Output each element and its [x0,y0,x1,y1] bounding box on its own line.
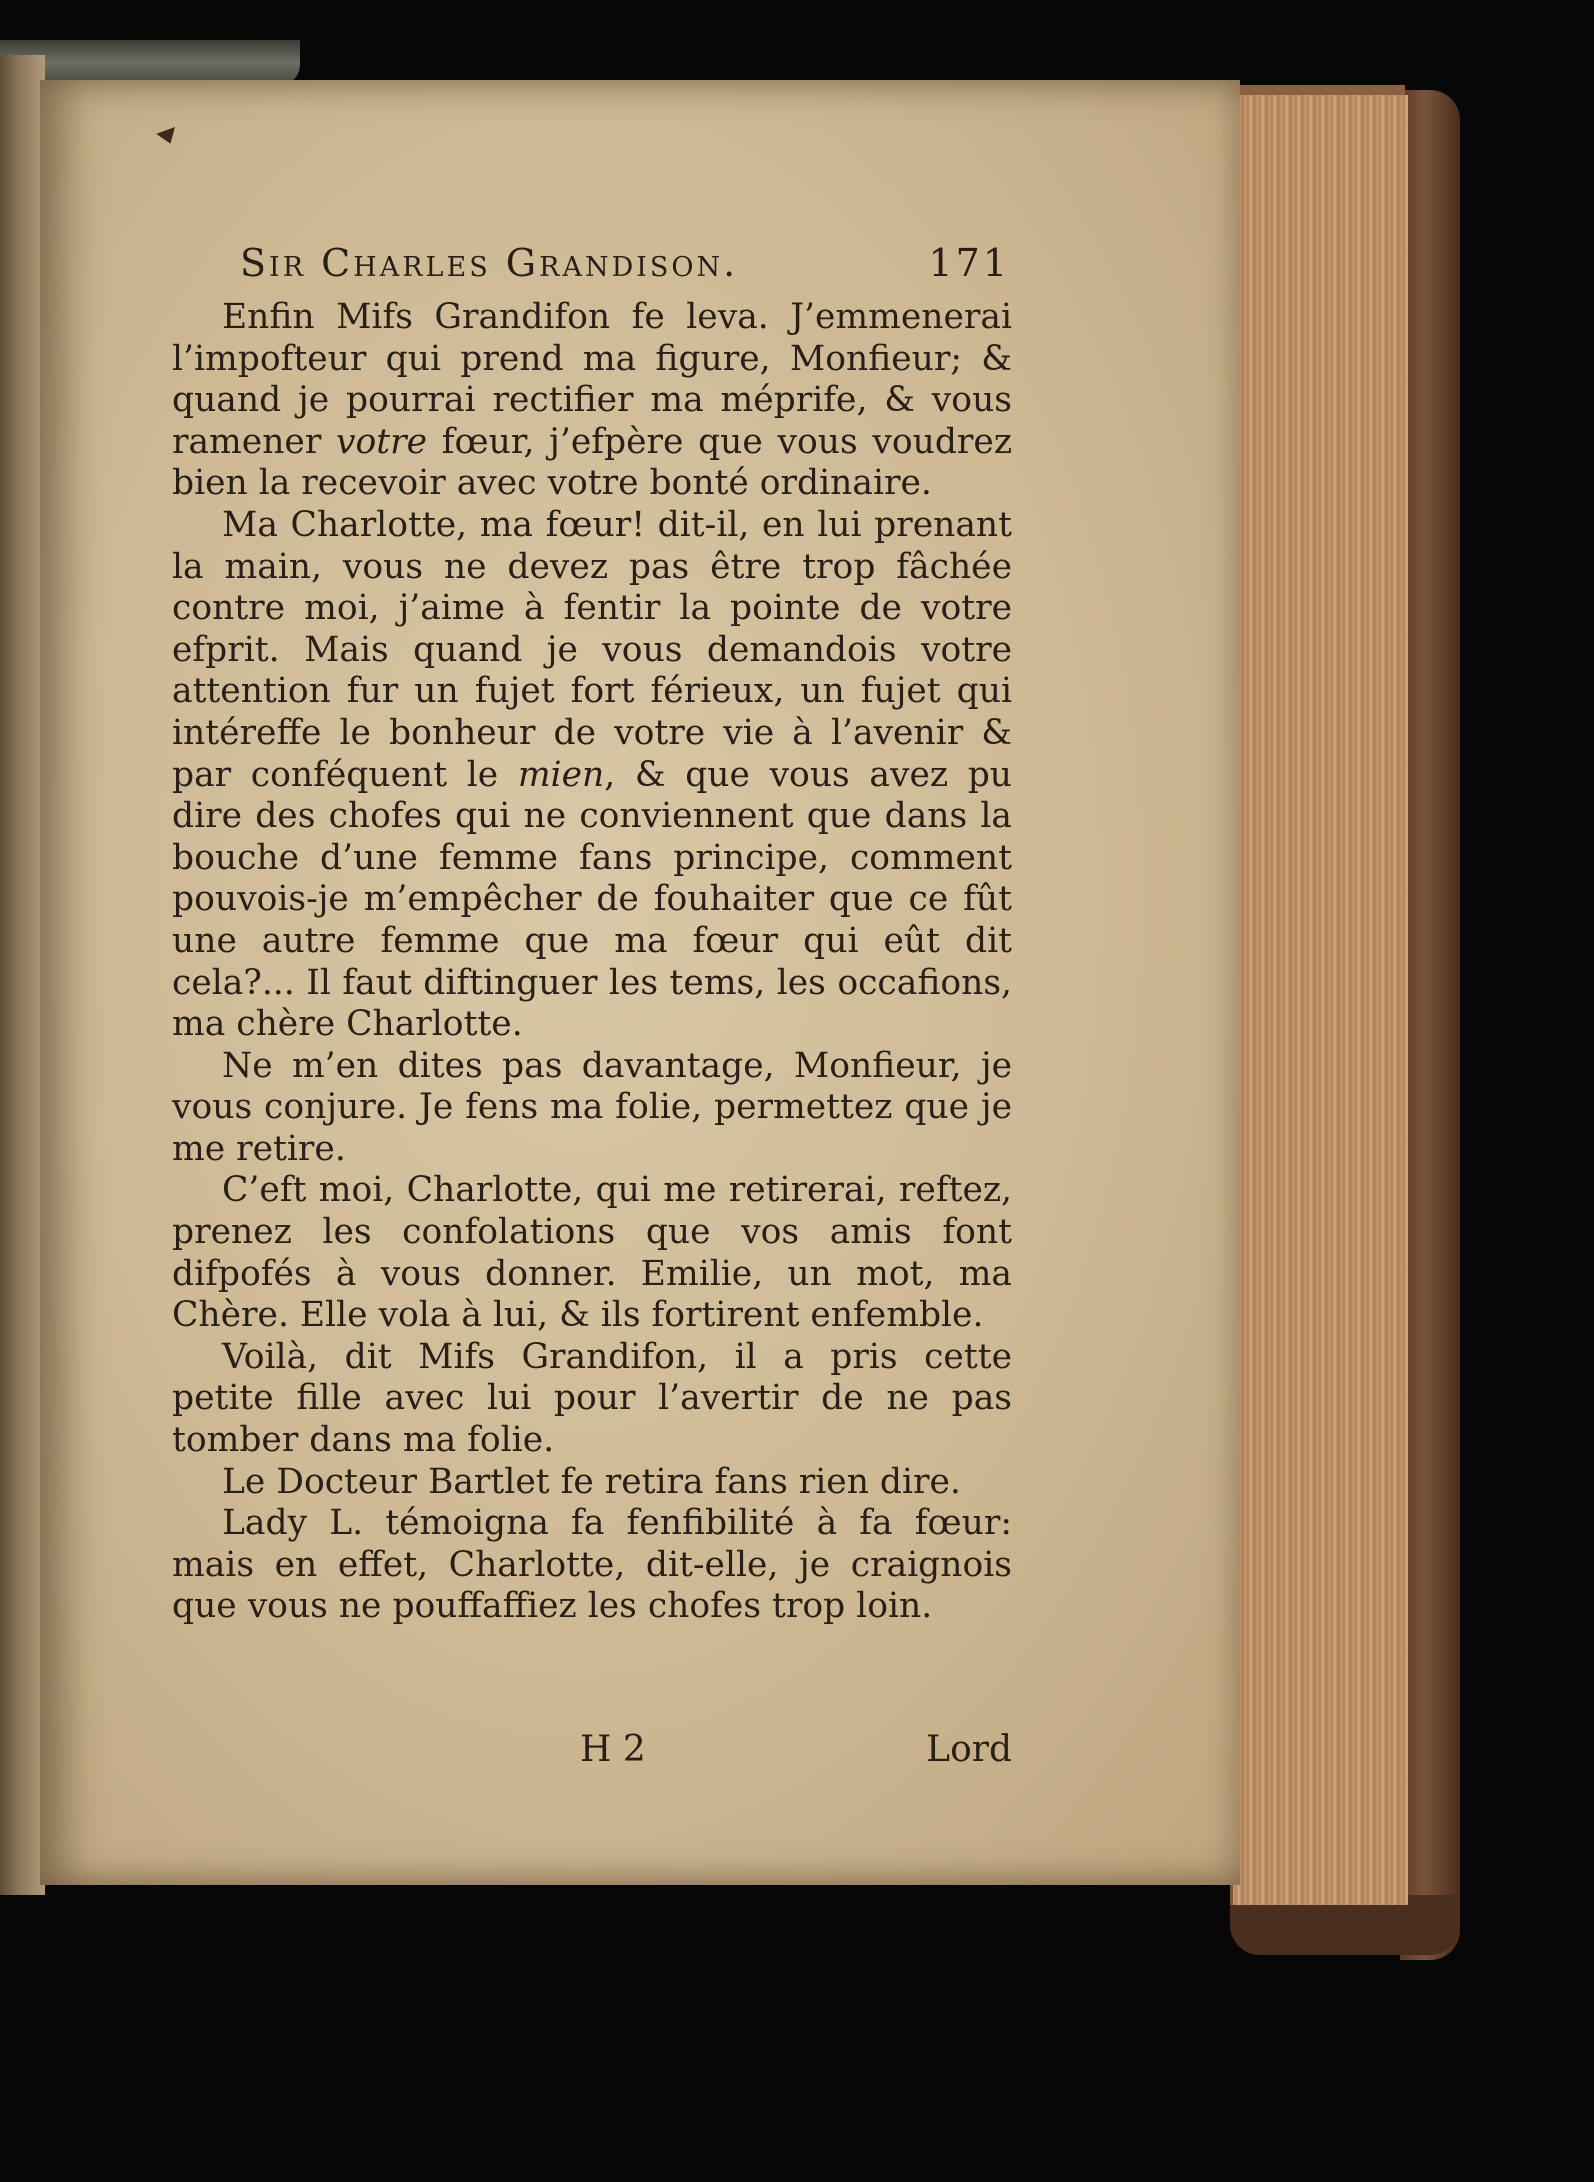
paragraph [172,505,1012,1046]
paragraph [172,1046,1012,1171]
page-stack-edge [1230,95,1408,1905]
book-cover [1400,90,1460,1960]
paragraph-text: Enfin Mifs Grandifon fe leva. J’emmenerai l’impofteur qui prend ma figure, Monfieur; & quand je pourrai rectifier ma méprife, & vous ramener [172,297,1012,462]
paragraph-text: Voilà, dit Mifs Grandifon, il a pris cette petite fille avec lui pour l’avertir de ne pas tomber dans ma folie. [172,1336,1012,1461]
paragraph-text: , & que vous avez pu dire des chofes qui ne conviennent que dans la bouche d’une femme fans principe, comment pouvois-je m’empêcher de fouhaiter que ce fût une autre femme que ma fœur qui eût dit cela?... Il faut diftinguer les tems, les occafions, ma chère Charlotte. [172,754,1012,1045]
paragraph [172,297,1012,505]
paragraph-text: C’eft moi, Charlotte, qui me retirerai, reftez, prenez les confolations que vos amis font difpofés à vous donner. Emilie, un mot, ma Chère. Elle vola à lui, & ils fortirent enfemble. [172,1170,1012,1336]
binding-top [0,40,300,85]
paragraph [172,1503,1012,1628]
paragraph [172,1337,1012,1462]
running-head [240,240,1010,286]
paragraph-text: Ma Charlotte, ma fœur! dit-il, en lui prenant la main, vous ne devez pas être trop fâchée contre moi, j’aime à fentir la pointe de votre efprit. Mais quand je vous demandois votre attention fur un fujet fort férieux, un fujet qui intéreffe le bonheur de votre vie à l’avenir & par conféquent le [172,504,1012,795]
signature-mark: H 2 [580,1729,646,1770]
page-number: 171 [928,241,1010,285]
paragraph-text: Lady L. témoigna fa fenfibilité à fa fœur: mais en effet, Charlotte, dit-elle, je craignois que vous ne pouffaffiez les chofes trop loin. [172,1503,1012,1627]
catchword: Lord [926,1729,1012,1770]
italic-text: mien [517,754,605,795]
running-head-title: Sir Charles Grandison. [240,241,739,285]
text-block [172,297,1012,1628]
paragraph [172,1462,1012,1504]
italic-text: votre [336,421,428,462]
page-footer [580,1728,1012,1772]
previous-page-edge [0,55,45,1895]
paragraph-text: fœur, j’efpère que vous voudrez bien la recevoir avec votre bonté ordinaire. [172,421,1012,504]
paragraph [172,1170,1012,1336]
paragraph-text: Ne m’en dites pas davantage, Monfieur, je vous conjure. Je fens ma folie, permettez que je me retire. [172,1045,1012,1169]
paragraph-text: Le Docteur Bartlet fe retira fans rien dire. [222,1461,961,1502]
